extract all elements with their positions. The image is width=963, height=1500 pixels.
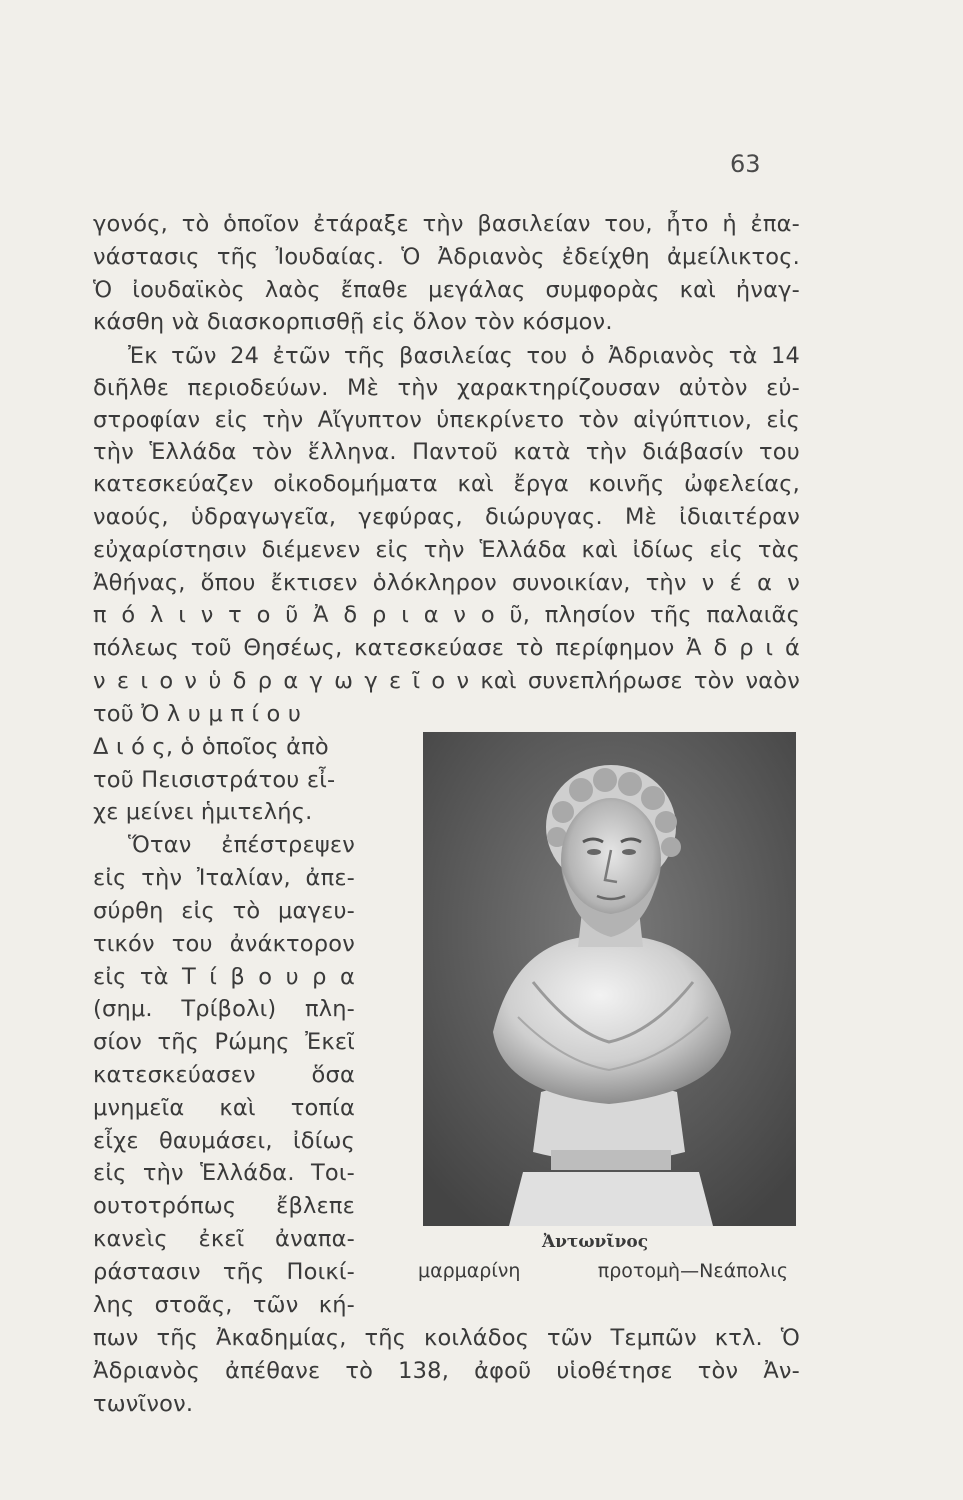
text-line: κατεσκεύαζεν οἰκοδομήματα καὶ ἔργα κοινῆς ὠφελείας,	[93, 471, 800, 497]
figure-caption-description: μαρμαρίνη προτομὴ—Νεάπολις	[418, 1260, 788, 1282]
text-line: μνημεῖα καὶ τοπία	[93, 1095, 355, 1121]
text-line: εἶχε θαυμάσει, ἰδίως	[93, 1128, 355, 1154]
text-line: π ό λ ι ν τ ο ῦ Ἀ δ ρ ι α ν ο ῦ, πλησίον τῆς παλαιᾶς	[93, 602, 800, 628]
text-line: εὐχαρίστησιν διέμενεν εἰς τὴν Ἑλλάδα καὶ ἰδίως εἰς τὰς	[93, 537, 800, 563]
text-line: Ἐκ τῶν 24 ἐτῶν τῆς βασιλείας του ὁ Ἀδριανὸς τὰ 14	[128, 343, 800, 369]
text-line: πων τῆς Ἀκαδημίας, τῆς κοιλάδος τῶν Τεμπῶν κτλ. Ὁ	[93, 1325, 800, 1351]
text-line: νάστασις τῆς Ἰουδαίας. Ὁ Ἀδριανὸς ἐδείχθη ἀμείλικτος.	[93, 244, 800, 270]
text-line: (σημ. Τρίβολι) πλη-	[93, 996, 355, 1022]
text-line: ράστασιν τῆς Ποικί-	[93, 1259, 355, 1285]
text-line: σύρθη εἰς τὸ μαγευ-	[93, 898, 355, 924]
text-line: Ἀθήνας, ὅπου ἔκτισεν ὁλόκληρον συνοικίαν, τὴν ν έ α ν	[93, 570, 800, 596]
text-line: πόλεως τοῦ Θησέως, κατεσκεύασε τὸ περίφημον Ἀ δ ρ ι ά	[93, 635, 800, 661]
text-line: ν ε ι ο ν ὑ δ ρ α γ ω γ ε ῖ ο ν καὶ συνεπλήρωσε τὸν ναὸν	[93, 668, 800, 694]
text-line: τωνῖνον.	[93, 1391, 194, 1417]
text-line: λης στοᾶς, τῶν κή-	[93, 1292, 355, 1318]
bust-photo	[423, 732, 796, 1226]
text-line: γονός, τὸ ὁποῖον ἐτάραξε τὴν βασιλείαν του, ἦτο ἡ ἐπα-	[93, 211, 800, 237]
figure-caption-name: Ἀντωνῖνος	[541, 1232, 649, 1252]
text-line: τὴν Ἑλλάδα τὸν ἕλληνα. Παντοῦ κατὰ τὴν διάβασίν του	[93, 439, 800, 465]
bust-illustration	[423, 732, 796, 1226]
text-line: τικόν του ἀνάκτορον	[93, 931, 355, 957]
text-line: Δ ι ό ς, ὁ ὁποῖος ἀπὸ	[93, 734, 329, 760]
page-number: 63	[730, 150, 761, 178]
text-line: τοῦ Πεισιστράτου εἶ-	[93, 767, 336, 793]
text-line: κατεσκεύασεν ὅσα	[93, 1062, 355, 1088]
text-line: Ὅταν ἐπέστρεψεν	[128, 832, 355, 858]
text-line: σίον τῆς Ρώμης Ἐκεῖ	[93, 1029, 355, 1055]
text-line: ουτοτρόπως ἔβλεπε	[93, 1193, 355, 1219]
text-line: τοῦ Ὀ λ υ μ π ί ο υ	[93, 701, 302, 727]
text-line: διῆλθε περιοδεύων. Μὲ τὴν χαρακτηρίζουσαν αὐτὸν εὐ-	[93, 375, 800, 401]
text-line: εἰς τὴν Ἰταλίαν, ἀπε-	[93, 865, 355, 891]
text-line: κανεὶς ἐκεῖ ἀναπα-	[93, 1226, 355, 1252]
text-line: εἰς τὰ Τ ί β ο υ ρ α	[93, 964, 355, 990]
text-line: ναούς, ὑδραγωγεῖα, γεφύρας, διώρυγας. Μὲ ἰδιαιτέραν	[93, 504, 800, 530]
text-line: εἰς τὴν Ἑλλάδα. Τοι-	[93, 1160, 355, 1186]
text-line: χε μείνει ἡμιτελής.	[93, 799, 313, 825]
text-line: Ἀδριανὸς ἀπέθανε τὸ 138, ἀφοῦ υἱοθέτησε τὸν Ἀν-	[93, 1358, 800, 1384]
text-line: στροφίαν εἰς τὴν Αἴγυπτον ὑπεκρίνετο τὸν αἰγύπτιον, εἰς	[93, 407, 800, 433]
text-line: κάσθη νὰ διασκορπισθῇ εἰς ὅλον τὸν κόσμον.	[93, 309, 613, 335]
text-line: Ὁ ἰουδαϊκὸς λαὸς ἔπαθε μεγάλας συμφορὰς καὶ ἠναγ-	[93, 277, 800, 303]
